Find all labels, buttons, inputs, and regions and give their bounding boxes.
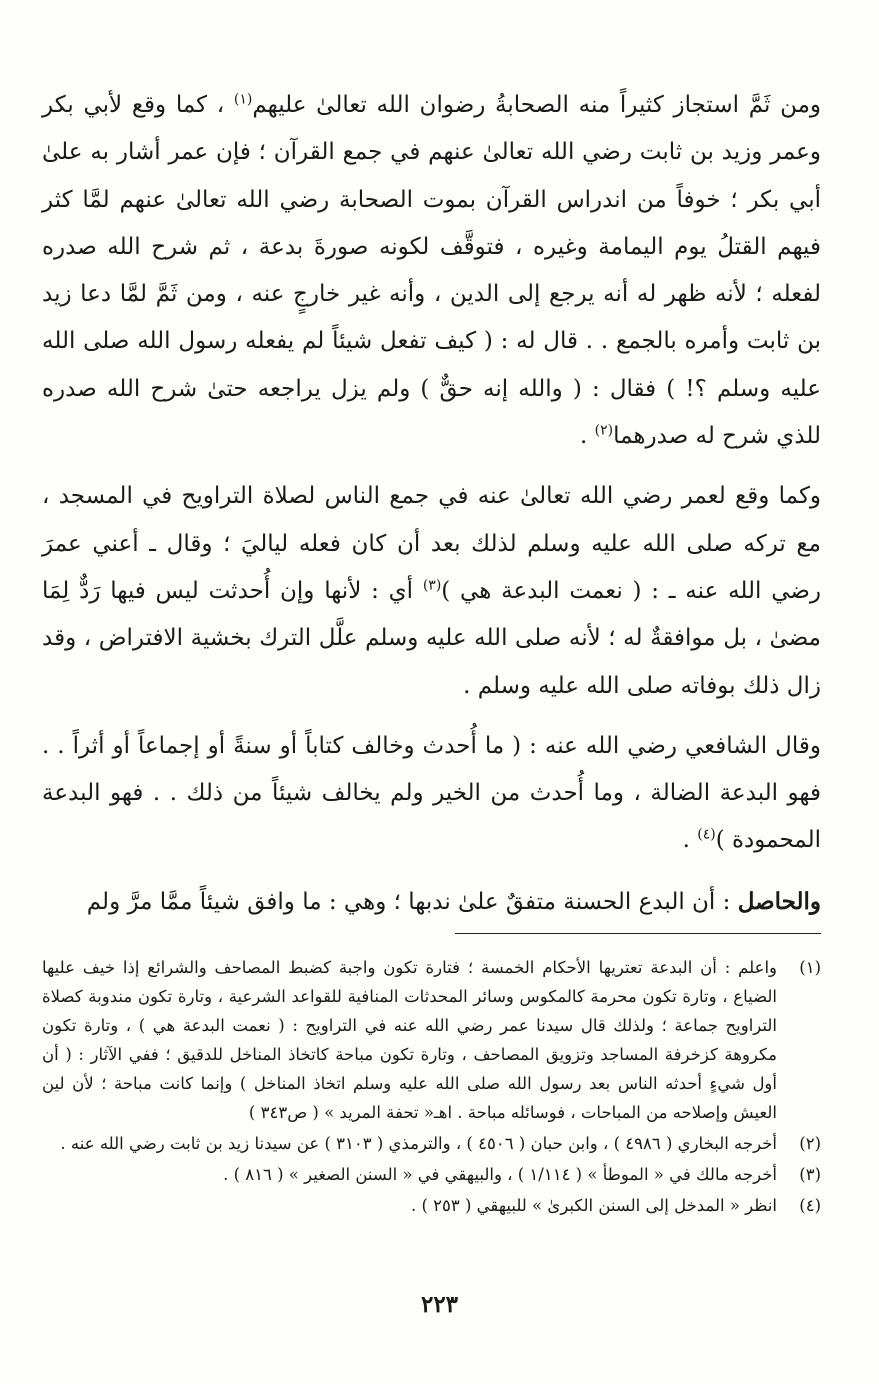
- footnote-text: أخرجه مالك في « الموطأ » ( ١/١١٤ ) ، والبيهقي في « السنن الصغير » ( ٨١٦ ) .: [223, 1165, 777, 1184]
- paragraph-3: [42, 723, 821, 865]
- footnote-ref-1: (١): [233, 91, 253, 108]
- footnote-text: أخرجه البخاري ( ٤٩٨٦ ) ، وابن حبان ( ٤٥٠٦ ) ، والترمذي ( ٣١٠٣ ) عن سيدنا زيد بن ثابت رضي الله عنه .: [60, 1134, 777, 1153]
- footnote-2: [42, 1129, 821, 1158]
- paragraph-2: [42, 473, 821, 709]
- footnote-separator: [455, 933, 821, 934]
- footnote-number: (٣): [799, 1165, 821, 1184]
- paragraph-1-end: .: [579, 423, 588, 450]
- paragraph-3-end: .: [682, 827, 690, 854]
- paragraph-2-rest: أي : لأنها وإن أُحدثت ليس فيها رَدٌّ لِمَا مضىٰ ، بل موافقةٌ له ؛ لأنه صلى الله عليه وسلم علَّل الترك بخشية الافتراض ، وقد زال ذلك بوفاته صلى الله عليه وسلم .: [42, 577, 821, 699]
- footnote-number: (١): [799, 958, 821, 977]
- footnote-1: [42, 953, 821, 1127]
- footnote-ref-4: (٤): [697, 826, 716, 843]
- footnote-4: [42, 1191, 821, 1220]
- paragraph-1-text: ومن ثَمَّ استجاز كثيراً منه الصحابةُ رضوان الله تعالىٰ عليهم: [252, 92, 822, 118]
- footnote-text: انظر « المدخل إلى السنن الكبرىٰ » للبيهقي ( ٢٥٣ ) .: [410, 1196, 777, 1215]
- paragraph-2-text: وكما وقع لعمر رضي الله تعالىٰ عنه في جمع الناس لصلاة التراويح في المسجد ، مع تركه صلى الله عليه وسلم لذلك بعد أن كان فعله لياليَ ؛ وقال ـ أعني عمرَ رضي الله عنه ـ : ( نعمت البدعة هي ): [42, 483, 821, 604]
- paragraph-4: [42, 878, 821, 926]
- footnote-text: واعلم : أن البدعة تعتريها الأحكام الخمسة ؛ فتارة تكون واجبة كضبط المصاحف والشرائع إذا خيف عليها الضياع ، وتارة تكون محرمة كالمكوس وسائر المحدثات المنافية للقواعد الشرعية ، وتارة تكون مندوبة كصلاة التراويح جماعة ؛ ولذلك قال سيدنا عمر رضي الله عنه في التراويح : ( نعمت البدعة هي ) ، وتارة تكون مكروهة كزخرفة المساجد وتزويق المصاحف ، وتارة تكون مباحة كاتخاذ المناخل للدقيق ؛ ففي الآثار : ( أن أول شيءٍ أحدثه الناس بعد رسول الله صلى الله عليه وسلم اتخاذ المناخل ) وإنما كانت مباحة ؛ لأن لين العيش وإصلاحه من المباحات ، فوسائله مباحة . اهـ« تحفة المريد » ( ص٣٤٣ ): [42, 958, 777, 1122]
- footnote-3: [42, 1160, 821, 1189]
- footnotes: [42, 953, 821, 1220]
- footnote-ref-2: (٢): [594, 422, 614, 439]
- paragraph-4-lead: والحاصل: [737, 887, 821, 915]
- paragraph-1-rest: ، كما وقع لأبي بكر وعمر وزيد بن ثابت رضي الله تعالىٰ عنهم في جمع القرآن ؛ فإن عمر أشار به علىٰ أبي بكر ؛ خوفاً من اندراس القرآن بموت الصحابة رضي الله تعالىٰ عنهم لمَّا كثر فيهم القتلُ يوم اليمامة وغيره ، فتوقَّف لكونه صورةَ بدعة ، ثم شرح الله صدره لفعله ؛ لأنه ظهر له أنه يرجع إلى الدين ، وأنه غير خارجٍ عنه ، ومن ثَمَّ لمَّا دعا زيد بن ثابت وأمره بالجمع . . قال له : ( كيف تفعل شيئاً لم يفعله رسول الله صلى الله عليه وسلم ؟! ) فقال : ( والله إنه حقٌّ ) ولم يزل يراجعه حتىٰ شرح الله صدره للذي شرح له صدرهما: [42, 92, 821, 450]
- paragraph-4-text: : أن البدع الحسنة متفقٌ علىٰ ندبها ؛ وهي : ما وافق شيئاً ممَّا مرَّ ولم: [86, 888, 731, 915]
- paragraph-1: [42, 82, 821, 460]
- footnote-number: (٤): [799, 1196, 821, 1215]
- main-text: [42, 82, 821, 926]
- page-number: ٢٢٣: [420, 1291, 459, 1318]
- paragraph-3-text: وقال الشافعي رضي الله عنه : ( ما أُحدث وخالف كتاباً أو سنةً أو إجماعاً أو أثراً . . فهو البدعة الضالة ، وما أُحدث من الخير ولم يخالف شيئاً من ذلك . . فهو البدعة المحمودة ): [42, 732, 821, 854]
- footnote-ref-3: (٣): [422, 577, 442, 594]
- footnote-number: (٢): [799, 1134, 821, 1153]
